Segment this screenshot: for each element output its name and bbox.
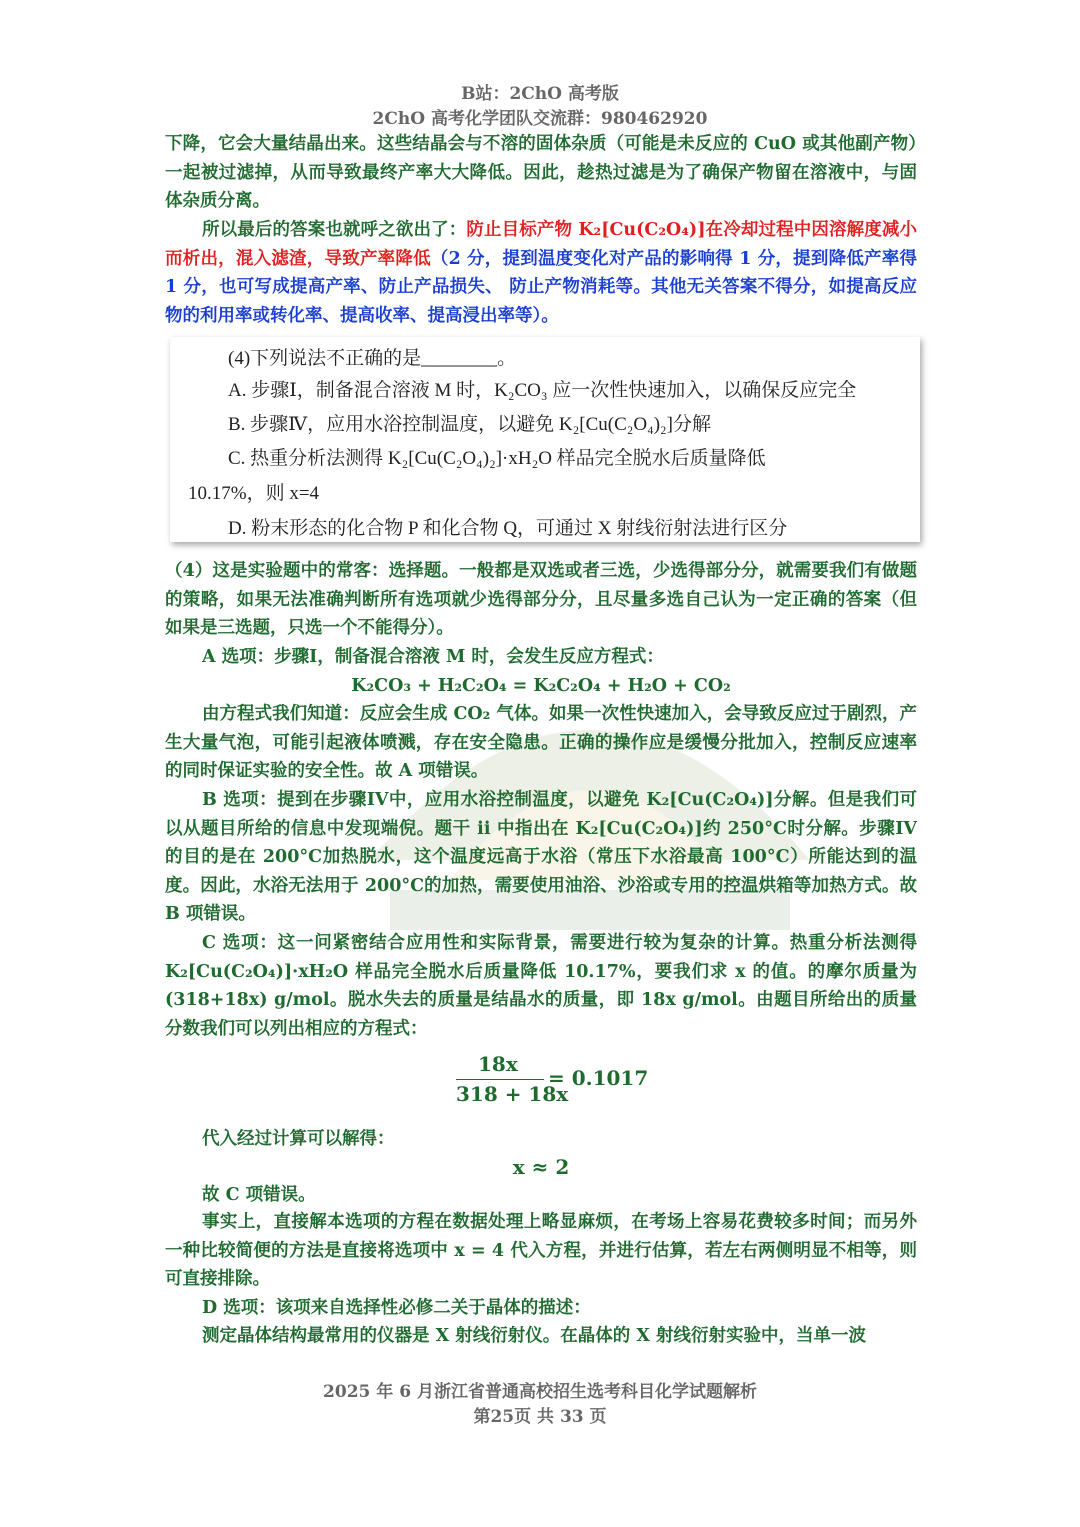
- option-a-title: A 选项：步骤I，制备混合溶液 M 时，会发生反应方程式：: [202, 647, 664, 667]
- shortcut-text: 事实上，直接解本选项的方程在数据处理上略显麻烦，在考场上容易花费较多时间；而另外一种比较简便的方法是直接将选项中 x = 4 代入方程，并进行估算，若左右两侧明显不相等，则可直接排除。: [165, 1212, 917, 1290]
- header-line-1: B站：2ChO 高考版: [461, 84, 619, 104]
- answer-scoring-note: （2 分，提到温度变化对产品的影响得 1 分，提到降低产率得 1 分，也可写成提高产率、防止产品损失、 防止产物消耗等。其他无关答案不得分，如提高反应物的利用率或转化率、提高收率、提高浸出率等）。: [165, 248, 917, 326]
- option-a-text: 由方程式我们知道：反应会生成 CO₂ 气体。如果一次性快速加入，会导致反应过于剧烈，产生大量气泡，可能引起液体喷溅，存在安全隐患。正确的操作应是缓慢分批加入，控制反应速率的同时保证实验的安全性。故 A 项错误。: [165, 704, 917, 782]
- fraction-denominator: 318 + 18x: [456, 1082, 569, 1106]
- question-option-b: B. 步骤Ⅳ，应用水浴控制温度，以避免 K₂[Cu(C₂O₄)₂]分解: [228, 414, 711, 435]
- fraction-rhs: = 0.1017: [548, 1066, 649, 1090]
- option-c-conclusion: 故 C 项错误。: [202, 1185, 316, 1205]
- fraction-bar: [456, 1079, 544, 1080]
- option-a-equation: K₂CO₃ + H₂C₂O₄ = K₂C₂O₄ + H₂O + CO₂: [351, 676, 731, 696]
- question-option-d: D. 粉末形态的化合物 P 和化合物 Q，可通过 X 射线衍射法进行区分: [228, 518, 788, 539]
- question-option-c-line2: 10.17%，则 x=4: [188, 483, 320, 504]
- question-option-c-line1: C. 热重分析法测得 K₂[Cu(C₂O₄)₂]·xH₂O 样品完全脱水后质量降低: [228, 448, 766, 469]
- option-b-text: B 选项：提到在步骤IV中，应用水浴控制温度，以避免 K₂[Cu(C₂O₄)]分解。但是我们可以从题目所给的信息中发现端倪。题干 ii 中指出在 K₂[Cu(C₂O₄)]约 250°C时分解。步骤IV的目的是在 200°C加热脱水，这个温度远高于水浴（常压下水浴最高 100°C）所能达到的温度。因此，水浴无法用于 200°C的加热，需要使用油浴、沙浴或专用的控温烘箱等加热方式。故 B 项错误。: [165, 790, 917, 925]
- question-image-box: [170, 337, 920, 542]
- footer-title: 2025 年 6 月浙江省普通高校招生选考科目化学试题解析: [323, 1382, 757, 1402]
- option-c-text: C 选项：这一问紧密结合应用性和实际背景，需要进行较为复杂的计算。热重分析法测得 K₂[Cu(C₂O₄)]·xH₂O 样品完全脱水后质量降低 10.17%，要我们求 x 的值。的摩尔质量为(318+18x) g/mol。脱水失去的质量是结晶水的质量，即 18x g/mol。由题目所给出的质量分数我们可以列出相应的方程式：: [165, 933, 917, 1039]
- solution-value: x ≈ 2: [512, 1155, 570, 1179]
- question-stem: (4)下列说法不正确的是________。: [228, 348, 517, 369]
- solve-text: 代入经过计算可以解得：: [202, 1129, 395, 1149]
- option-d-text: 测定晶体结构最常用的仪器是 X 射线衍射仪。在晶体的 X 射线衍射实验中，当单一波: [202, 1326, 867, 1346]
- answer-lead: 所以最后的答案也就呼之欲出了：: [202, 220, 467, 240]
- paragraph-answer: [165, 216, 917, 330]
- answer-text: 防止目标产物 K₂[Cu(C₂O₄)]在冷却过程中因溶解度减小而析出，混入滤渣，导致产率降低: [165, 220, 917, 269]
- fraction-numerator: 18x: [478, 1052, 518, 1076]
- paragraph-filtration: 下降，它会大量结晶出来。这些结晶会与不溶的固体杂质（可能是未反应的 CuO 或其他副产物）一起被过滤掉，从而导致最终产率大大降低。因此，趁热过滤是为了确保产物留在溶液中，与固体杂质分离。: [165, 134, 917, 212]
- paragraph-intro: （4）这是实验题中的常客：选择题。一般都是双选或者三选，少选得部分分，就需要我们有做题的策略，如果无法准确判断所有选项就少选得部分分，且尽量多选自己认为一定正确的答案（但如果是三选题，只选一个不能得分）。: [165, 561, 917, 639]
- header-line-2: 2ChO 高考化学团队交流群：980462920: [372, 109, 708, 129]
- footer-page-number: 第25页 共 33 页: [473, 1407, 607, 1427]
- option-d-title: D 选项：该项来自选择性必修二关于晶体的描述：: [202, 1298, 591, 1318]
- question-option-a: A. 步骤Ⅰ，制备混合溶液 M 时，K₂CO₃ 应一次性快速加入，以确保反应完全: [228, 380, 857, 401]
